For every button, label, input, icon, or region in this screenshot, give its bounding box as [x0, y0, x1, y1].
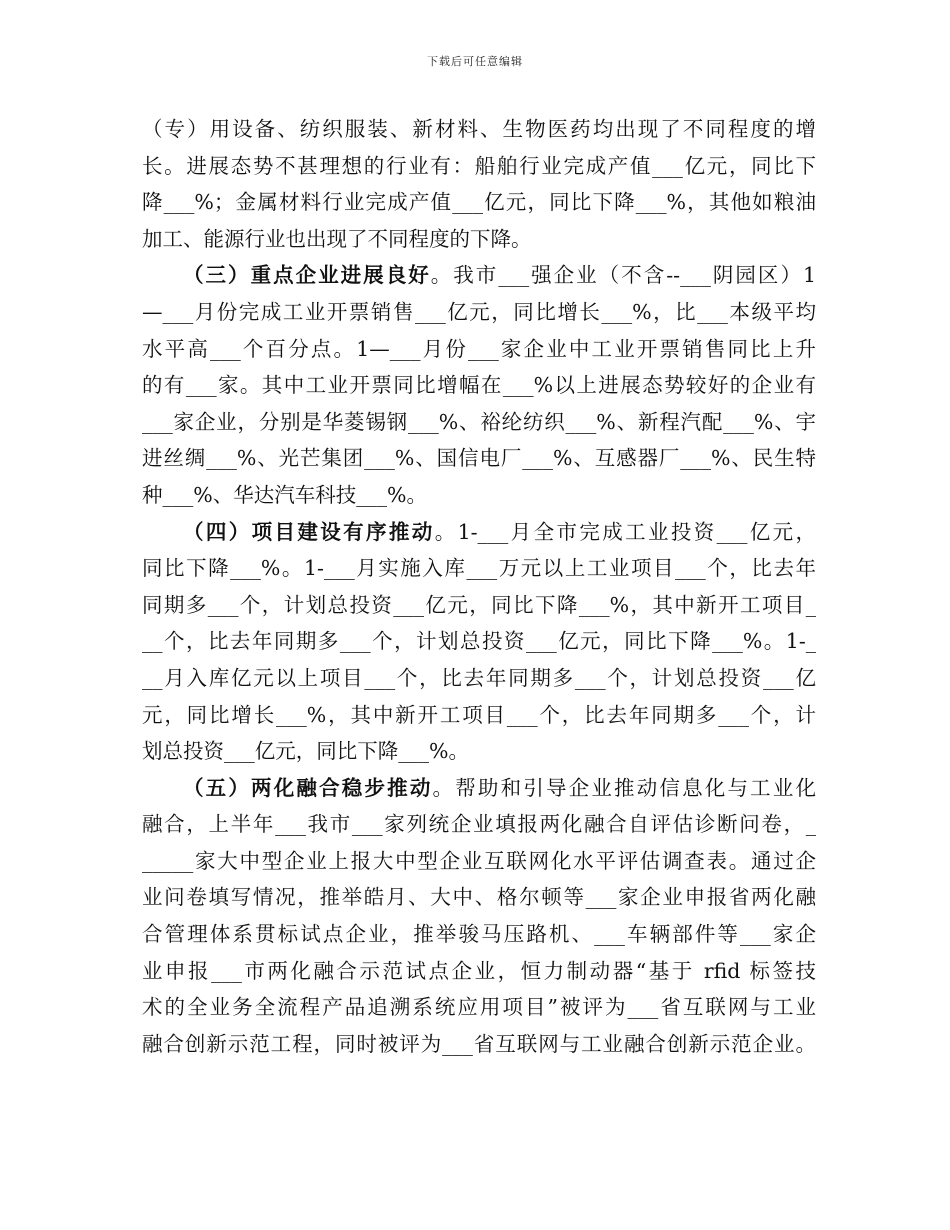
text-line	[142, 257, 816, 294]
text-line: 同比下降___%。1-___月实施入库___万元以上工业项目___个，比去年	[142, 556, 816, 581]
text-line: 加工、能源行业也出现了不同程度的下降。	[142, 226, 532, 251]
text-line: 业申报___市两化融合示范试点企业，恒力制动器“基于 rfid 标签技	[142, 958, 816, 983]
text-line: 合管理体系贯标试点企业，推举骏马压路机、___车辆部件等___家企	[142, 922, 816, 947]
text-line: _____家大中型企业上报大中型企业互联网化水平评估调查表。通过企	[142, 848, 816, 873]
text-line	[142, 514, 816, 551]
text-line: 术的全业务全流程产品追溯系统应用项目”被评为___省互联网与工业	[142, 995, 816, 1020]
text-line: 融合，上半年___我市___家列统企业填报两化融合自评估诊断问卷，_	[142, 812, 816, 837]
text-line: 的有___家。其中工业开票同比增幅在___%以上进展态势较好的企业有	[142, 373, 816, 398]
page-header: 下载后可任意编辑	[427, 55, 523, 68]
paragraph-industry-trends	[142, 111, 816, 257]
text-line: 种___%、华达汽车科技___%。	[142, 482, 427, 507]
text-line: 业问卷填写情况，推举皓月、大中、格尔顿等___家企业申报省两化融	[142, 885, 816, 910]
paragraph-project-construction	[142, 514, 816, 770]
text-line: __个，比去年同期多___个，计划总投资___亿元，同比下降___%。1-_	[142, 629, 816, 654]
text-line: 进丝绸___%、光芒集团___%、国信电厂___%、互感器厂___%、民生特	[142, 446, 816, 471]
text-line: 划总投资___亿元，同比下降___%。	[142, 739, 469, 764]
text-line: 长。进展态势不甚理想的行业有：船舶行业完成产值___亿元，同比下	[142, 153, 816, 178]
text-run: 。帮助和引导企业推动信息化与工业化	[432, 775, 817, 800]
section-heading: （四）项目建设有序推动	[183, 519, 435, 544]
text-line: —___月份完成工业开票销售___亿元，同比增长___%，比___本级平均	[142, 299, 816, 324]
text-line: （专）用设备、纺织服装、新材料、生物医药均出现了不同程度的增	[142, 117, 816, 141]
text-line: 同期多___个，计划总投资___亿元，同比下降___%，其中新开工项目_	[142, 592, 816, 617]
section-heading: （三）重点企业进展良好	[183, 263, 431, 288]
text-line: 元，同比增长___%，其中新开工项目___个，比去年同期多___个，计	[142, 702, 816, 727]
document-body	[142, 111, 816, 1062]
text-line: 水平高___个百分点。1—___月份___家企业中工业开票销售同比上升	[142, 336, 816, 361]
text-run: 。我市___强企业（不含--___阴园区）1	[430, 263, 817, 288]
text-run: 。1-___月全市完成工业投资___亿元，	[434, 519, 817, 544]
text-line: 降___%；金属材料行业完成产值___亿元，同比下降___%，其他如粮油	[142, 190, 816, 215]
text-line: ___家企业，分别是华菱锡钢___%、裕纶纺织___%、新程汽配___%、宇	[142, 409, 816, 434]
section-heading: （五）两化融合稳步推动	[183, 775, 433, 800]
text-line: 融合创新示范工程，同时被评为___省互联网与工业融合创新示范企业。	[142, 1031, 816, 1056]
paragraph-two-integration	[142, 770, 816, 1063]
text-line: __月入库亿元以上项目___个，比去年同期多___个，计划总投资___亿	[142, 665, 816, 690]
text-line	[142, 770, 816, 807]
paragraph-key-enterprises	[142, 257, 816, 513]
